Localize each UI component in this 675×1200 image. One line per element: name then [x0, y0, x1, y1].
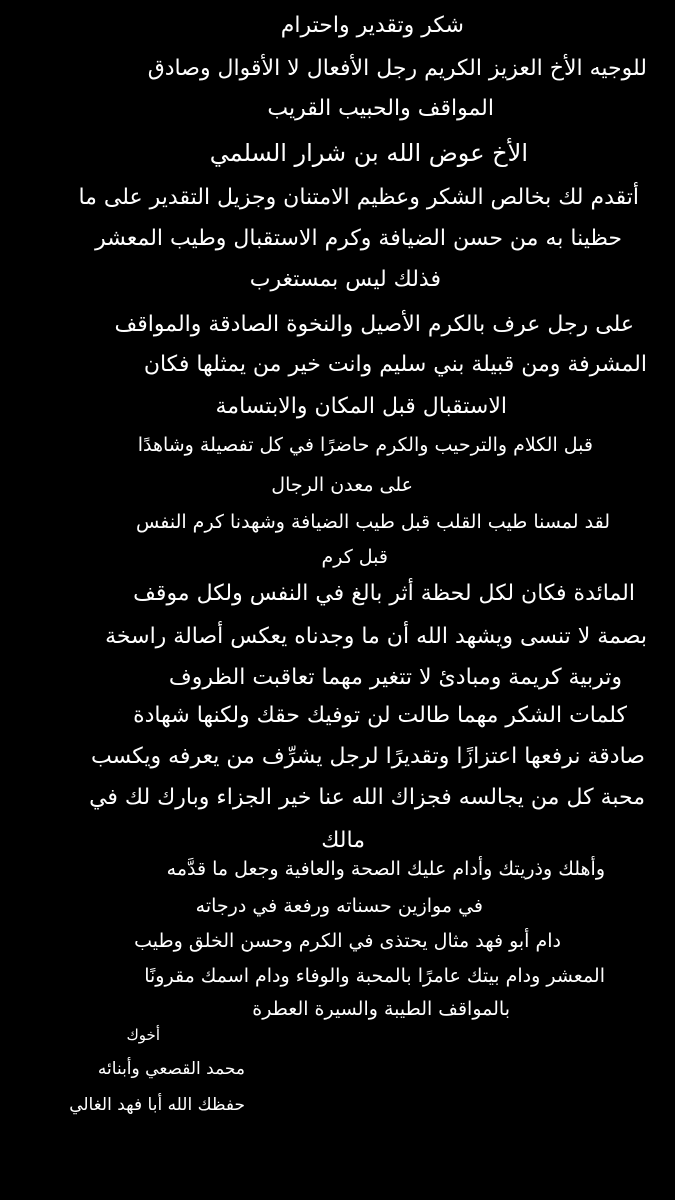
message-line: المائدة فكان لكل لحظة أثر بالغ في النفس ولكل موقف: [133, 581, 635, 606]
message-line: قبل كرم: [321, 546, 388, 568]
signature-closing: أخوك: [126, 1026, 160, 1044]
message-line: حظينا به من حسن الضيافة وكرم الاستقبال وطيب المعشر: [95, 226, 622, 251]
message-line: بالمواقف الطيبة والسيرة العطرة: [252, 998, 510, 1020]
message-title: شكر وتقدير واحترام: [280, 13, 464, 38]
message-line: وأهلك وذريتك وأدام عليك الصحة والعافية وجعل ما قدَّمه: [166, 858, 605, 880]
message-line: في موازين حسناته ورفعة في درجاته: [195, 895, 483, 917]
message-line: وتربية كريمة ومبادئ لا تتغير مهما تعاقبت الظروف: [168, 665, 622, 690]
message-line: بصمة لا تنسى ويشهد الله أن ما وجدناه يعكس أصالة راسخة: [105, 624, 647, 649]
message-line: المعشر ودام بيتك عامرًا بالمحبة والوفاء ودام اسمك مقرونًا: [144, 965, 605, 987]
message-line: مالك: [321, 828, 365, 853]
message-line: المواقف والحبيب القريب: [267, 96, 494, 121]
message-line: للوجيه الأخ العزيز الكريم رجل الأفعال لا الأقوال وصادق: [147, 56, 647, 81]
message-line: فذلك ليس بمستغرب: [249, 267, 441, 292]
message-line: الأخ عوض الله بن شرار السلمي: [209, 139, 528, 167]
message-line: لقد لمسنا طيب القلب قبل طيب الضيافة وشهدنا كرم النفس: [136, 511, 610, 533]
message-line: قبل الكلام والترحيب والكرم حاضرًا في كل تفصيلة وشاهدًا: [137, 434, 593, 456]
message-line: دام أبو فهد مثال يحتذى في الكرم وحسن الخلق وطيب: [134, 930, 561, 952]
message-line: على معدن الرجال: [271, 474, 413, 496]
message-line: المشرفة ومن قبيلة بني سليم وانت خير من يمثلها فكان: [143, 352, 647, 377]
message-line: صادقة نرفعها اعتزازًا وتقديرًا لرجل يشرِّف من يعرفه ويكسب: [91, 744, 645, 769]
message-line: الاستقبال قبل المكان والابتسامة: [215, 394, 507, 419]
message-line: أتقدم لك بخالص الشكر وعظيم الامتنان وجزيل التقدير على ما: [78, 185, 639, 210]
message-line: كلمات الشكر مهما طالت لن توفيك حقك ولكنها شهادة: [133, 703, 627, 728]
signature-blessing: حفظك الله أبا فهد الغالي: [69, 1095, 245, 1115]
message-line: محبة كل من يجالسه فجزاك الله عنا خير الجزاء وبارك لك في: [89, 785, 645, 810]
signature-name: محمد القصعي وأبنائه: [97, 1059, 245, 1079]
message-line: على رجل عرف بالكرم الأصيل والنخوة الصادقة والمواقف: [114, 312, 634, 337]
